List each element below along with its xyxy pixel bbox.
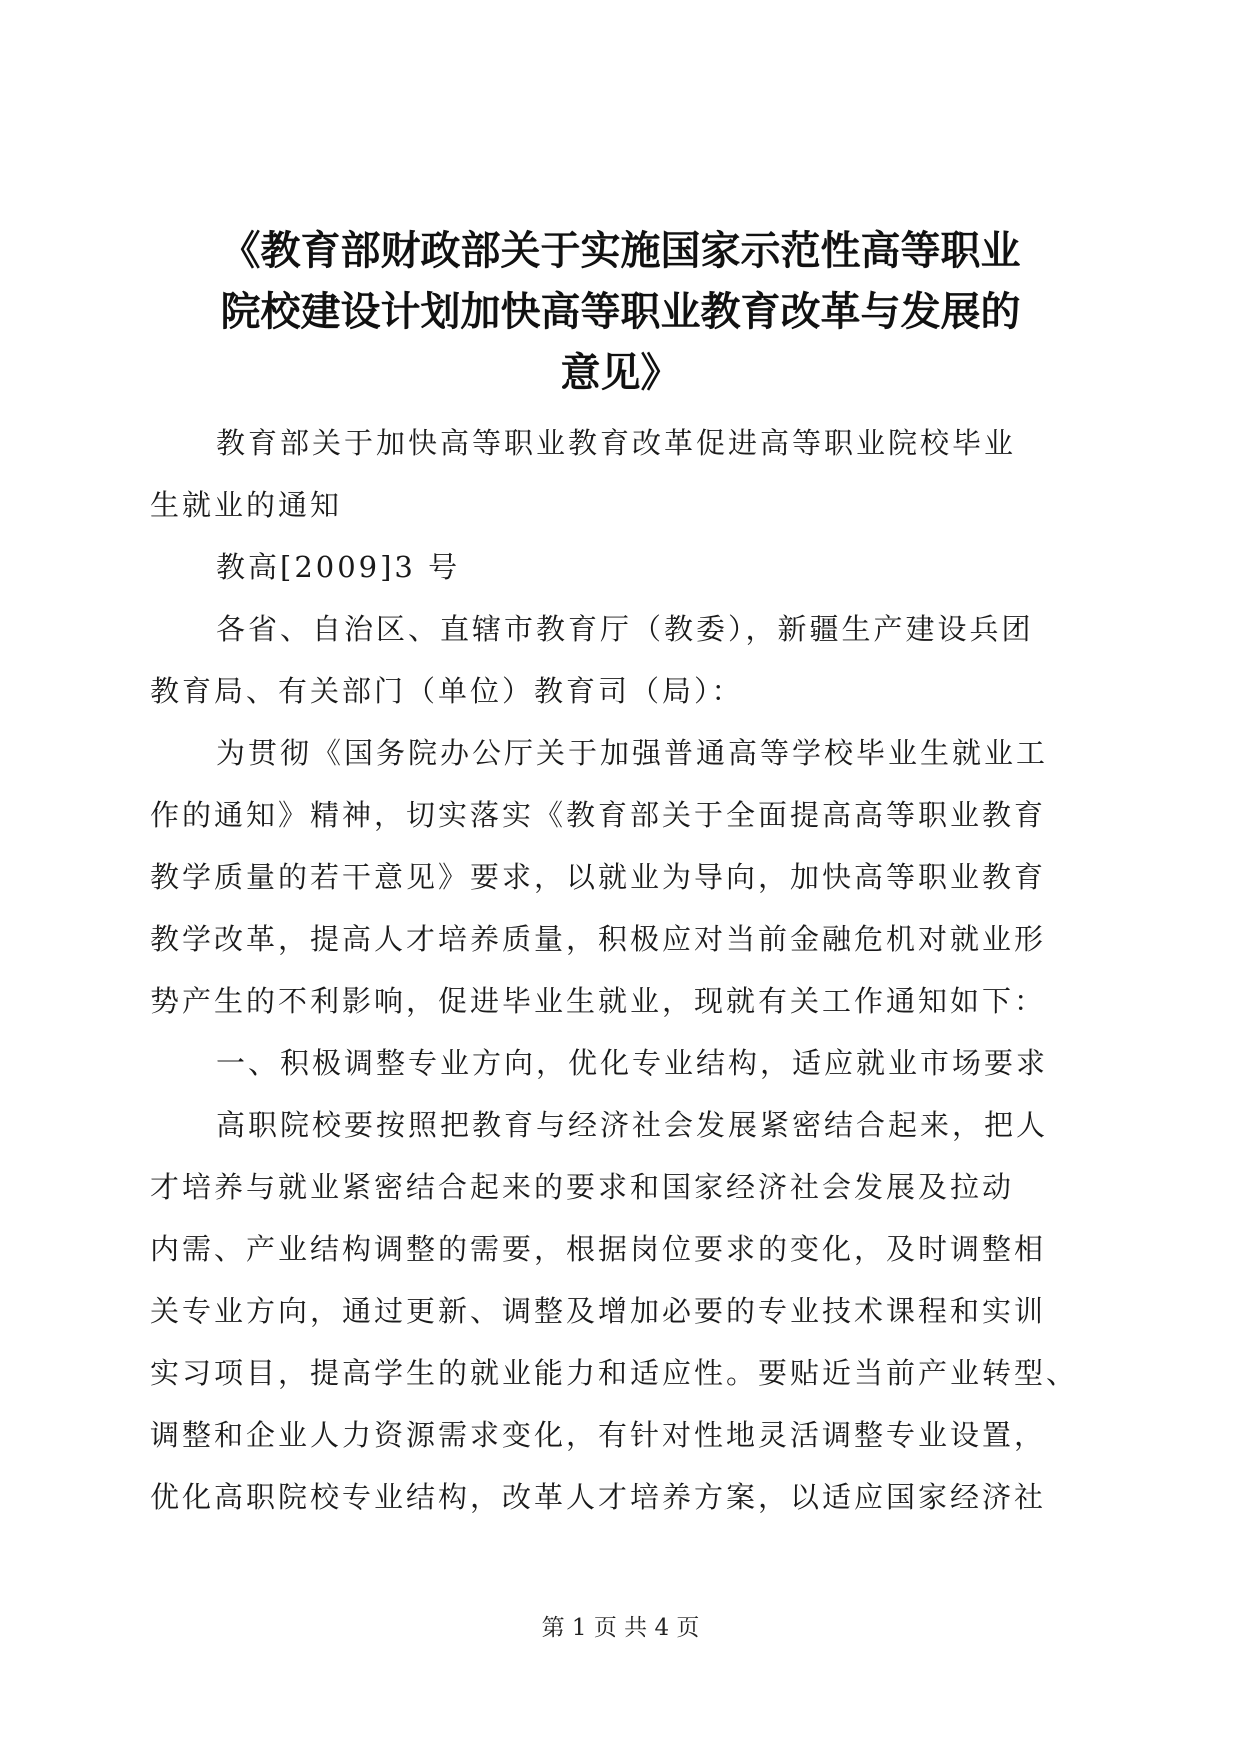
body-line: 各省、自治区、直辖市教育厅（教委），新疆生产建设兵团	[216, 612, 1034, 646]
title-line: 院校建设计划加快高等职业教育改革与发展的	[220, 288, 1021, 335]
body-line: 作的通知》精神，切实落实《教育部关于全面提高高等职业教育	[150, 798, 1047, 832]
body-line: 内需、产业结构调整的需要，根据岗位要求的变化，及时调整相	[150, 1232, 1047, 1266]
document-body	[150, 412, 1091, 1528]
body-line: 教学质量的若干意见》要求，以就业为导向，加快高等职业教育	[150, 860, 1047, 894]
body-line: 实习项目，提高学生的就业能力和适应性。要贴近当前产业转型、	[150, 1356, 1079, 1390]
body-line: 关专业方向，通过更新、调整及增加必要的专业技术课程和实训	[150, 1294, 1047, 1328]
body-line: 教高[2009]3 号	[216, 550, 461, 584]
body-line: 高职院校要按照把教育与经济社会发展紧密结合起来，把人	[216, 1108, 1049, 1142]
body-line: 才培养与就业紧密结合起来的要求和国家经济社会发展及拉动	[150, 1170, 1015, 1204]
body-line: 教育局、有关部门（单位）教育司（局）：	[150, 674, 744, 708]
title-line: 《教育部财政部关于实施国家示范性高等职业	[220, 227, 1021, 274]
section-heading: 一、积极调整专业方向，优化专业结构，适应就业市场要求	[216, 1046, 1049, 1080]
body-line: 调整和企业人力资源需求变化，有针对性地灵活调整专业设置，	[150, 1418, 1047, 1452]
body-line: 为贯彻《国务院办公厅关于加强普通高等学校毕业生就业工	[216, 736, 1049, 770]
body-line: 教学改革，提高人才培养质量，积极应对当前金融危机对就业形	[150, 922, 1047, 956]
body-line: 生就业的通知	[150, 488, 343, 522]
body-line: 势产生的不利影响，促进毕业生就业，现就有关工作通知如下：	[150, 984, 1047, 1018]
page-number-footer: 第 1 页 共 4 页	[541, 1615, 700, 1641]
body-line: 优化高职院校专业结构，改革人才培养方案，以适应国家经济社	[150, 1480, 1047, 1514]
document-title	[150, 220, 1091, 403]
title-line: 意见》	[560, 349, 681, 396]
body-line: 教育部关于加快高等职业教育改革促进高等职业院校毕业	[216, 426, 1017, 460]
